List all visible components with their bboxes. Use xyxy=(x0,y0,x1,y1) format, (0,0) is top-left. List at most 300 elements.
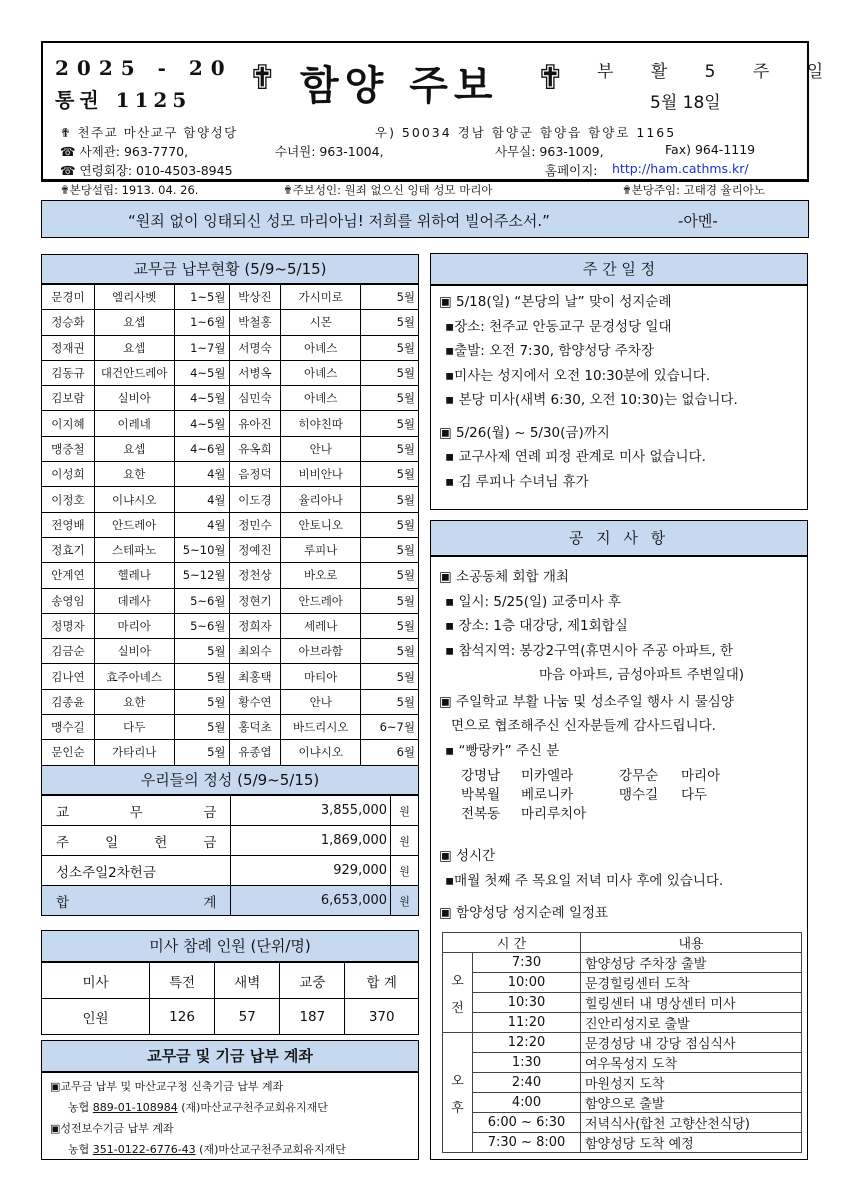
schedule-activity: 마원성지 도착 xyxy=(581,1073,802,1093)
paid-months: 5월 xyxy=(361,487,419,512)
weekly-text: 5/18(일) “본당의 날” 맞이 성지순례 xyxy=(456,294,672,310)
cross-icon: ✟ xyxy=(536,58,565,98)
dues-row xyxy=(42,386,419,411)
offering-label: 합 계 xyxy=(42,886,231,916)
pilgrimage-schedule xyxy=(442,932,802,1153)
dues-row xyxy=(42,715,419,740)
offering-amount: 3,855,000 xyxy=(231,796,391,826)
paid-months: 5월 xyxy=(174,740,229,765)
paid-months: 4월 xyxy=(174,512,229,537)
paid-months: 5월 xyxy=(361,436,419,461)
account-owner-1: (재)마산교구천주교회유지재단 xyxy=(181,1101,328,1114)
attendance-cell: 미사 xyxy=(42,963,150,999)
baptismal-name: 가시미로 xyxy=(281,285,361,310)
account-number-2[interactable]: 351-0122-6776-43 xyxy=(92,1143,196,1156)
baptismal-name: 안드레아 xyxy=(281,588,361,613)
offering-title: 우리들의 정성 (5/9~5/15) xyxy=(41,765,419,795)
baptismal-name: 요한 xyxy=(94,689,174,714)
member-name: 정승화 xyxy=(42,310,95,335)
weekly-item: ▪출발: 오전 7:30, 함양성당 주차장 xyxy=(445,343,654,359)
account-line-4 xyxy=(50,1139,418,1160)
schedule-header-row xyxy=(443,933,802,953)
donor-baptismal-name: 다두 xyxy=(681,787,708,803)
founded-text: 본당설립: 1913. 04. 26. xyxy=(69,183,199,197)
period-char: 오 xyxy=(451,973,464,989)
baptismal-name: 엘리사벳 xyxy=(94,285,174,310)
weekly-text: 교구사제 연례 피정 관계로 미사 없습니다. xyxy=(458,449,706,465)
account-line-3: ▣성전보수기금 납부 계좌 xyxy=(50,1122,174,1135)
weekly-text: 출발: 오전 7:30, 함양성당 주차장 xyxy=(454,343,654,359)
paid-months: 6~7월 xyxy=(361,715,419,740)
account-desc-1: 교무금 납부 및 마산교구청 신축기금 납부 계좌 xyxy=(60,1080,284,1093)
issue-date: 5월 18일 xyxy=(650,93,721,113)
offering-amount: 929,000 xyxy=(231,856,391,886)
member-name: 정민수 xyxy=(229,512,281,537)
baptismal-name: 효주아녜스 xyxy=(94,664,174,689)
offering-row xyxy=(42,826,419,856)
paid-months: 6월 xyxy=(361,740,419,765)
period-char: 오 xyxy=(451,1073,464,1089)
schedule-time: 11:20 xyxy=(473,1013,581,1033)
attendance-cell: 187 xyxy=(280,999,345,1035)
paid-months: 5월 xyxy=(361,411,419,436)
rectory-phone: 사제관: 963-7770, xyxy=(79,144,189,159)
schedule-activity: 문경힐링센터 도착 xyxy=(581,973,802,993)
member-name: 이성희 xyxy=(42,462,95,487)
notices-title: 공 지 사 항 xyxy=(430,520,808,556)
member-name: 이정호 xyxy=(42,487,95,512)
paid-months: 5월 xyxy=(361,462,419,487)
member-name: 전영배 xyxy=(42,512,95,537)
offering-row xyxy=(42,886,419,916)
paid-months: 4~5월 xyxy=(174,360,229,385)
weekly-text: 5/26(월) ~ 5/30(금)까지 xyxy=(456,424,610,441)
accounts-box xyxy=(41,1072,419,1160)
fax-number: Fax) 964-1119 xyxy=(665,142,756,157)
notice-item: ▣ 함양성당 성지순례 일정표 xyxy=(439,905,609,921)
time-header: 시 간 xyxy=(443,933,581,953)
attendance-header-row xyxy=(42,963,419,999)
funeral-contact: 연령회장: 010-4503-8945 xyxy=(79,163,233,178)
baptismal-name: 아녜스 xyxy=(281,386,361,411)
member-name: 정천상 xyxy=(229,563,281,588)
baptismal-name: 바오로 xyxy=(281,563,361,588)
member-name: 유종엽 xyxy=(229,740,281,765)
liturgical-week: 부 활 5 주 일 xyxy=(597,62,840,82)
notice-item: ▣ 성시간 xyxy=(439,848,496,864)
dues-row xyxy=(42,512,419,537)
offering-amount: 6,653,000 xyxy=(231,886,391,916)
paid-months: 5월 xyxy=(174,689,229,714)
dues-row xyxy=(42,411,419,436)
baptismal-name: 루피나 xyxy=(281,537,361,562)
attendance-cell: 57 xyxy=(215,999,280,1035)
phone-line: ☎ 사제관: 963-7770, xyxy=(60,144,189,159)
schedule-activity: 문경성당 내 강당 점심식사 xyxy=(581,1033,802,1053)
schedule-time: 2:40 xyxy=(473,1073,581,1093)
account-line-2 xyxy=(50,1097,418,1118)
dues-row xyxy=(42,740,419,765)
dues-row xyxy=(42,537,419,562)
schedule-activity: 여우목성지 도착 xyxy=(581,1053,802,1073)
notice-text: 주일학교 부활 나눔 및 성소주일 행사 시 물심양 xyxy=(456,693,734,710)
attendance-cell: 126 xyxy=(150,999,215,1035)
prayer-banner xyxy=(41,200,809,238)
paid-months: 5월 xyxy=(361,613,419,638)
baptismal-name: 히야친따 xyxy=(281,411,361,436)
paid-months: 5월 xyxy=(174,639,229,664)
schedule-row xyxy=(443,1073,802,1093)
account-number-1[interactable]: 889-01-108984 xyxy=(92,1101,178,1114)
dues-table xyxy=(41,284,419,766)
schedule-activity: 함양성당 주차장 출발 xyxy=(581,953,802,973)
attendance-cell: 인원 xyxy=(42,999,150,1035)
member-name: 김금순 xyxy=(42,639,95,664)
weekly-text: 장소: 천주교 안동교구 문경성당 일대 xyxy=(454,318,672,335)
dues-row xyxy=(42,360,419,385)
volume-number: 통권 1125 xyxy=(55,88,192,112)
schedule-row xyxy=(443,1093,802,1113)
baptismal-name: 가타리나 xyxy=(94,740,174,765)
paid-months: 4~6월 xyxy=(174,436,229,461)
prayer-text: “원죄 없이 잉태되신 성모 마리아님! 저희를 위하여 빌어주소서.” xyxy=(128,212,550,230)
member-name: 이지혜 xyxy=(42,411,95,436)
donor-row xyxy=(461,786,807,805)
notice-text: 소공동체 회합 개최 xyxy=(456,569,569,585)
schedule-activity: 진안리성지로 출발 xyxy=(581,1013,802,1033)
account-owner-2: (재)마산교구천주교회유지재단 xyxy=(199,1143,346,1156)
patron-saint: ✟주보성인: 원죄 없으신 잉태 성모 마리아 xyxy=(283,183,493,197)
schedule-row xyxy=(443,993,802,1013)
dues-row xyxy=(42,563,419,588)
offering-label: 주 일 헌 금 xyxy=(42,826,231,856)
member-name: 정효기 xyxy=(42,537,95,562)
member-name: 이도경 xyxy=(229,487,281,512)
member-name: 송영임 xyxy=(42,588,95,613)
member-name: 유옥희 xyxy=(229,436,281,461)
notice-text: “빵랑카” 주신 분 xyxy=(458,742,560,759)
baptismal-name: 헬레나 xyxy=(94,563,174,588)
dues-row xyxy=(42,487,419,512)
account-line-1: ▣교무금 납부 및 마산교구청 신축기금 납부 계좌 xyxy=(50,1080,284,1093)
offering-label: 교 무 금 xyxy=(42,796,231,826)
attendance-title: 미사 참례 인원 (단위/명) xyxy=(41,930,419,962)
schedule-time: 7:30 xyxy=(473,953,581,973)
member-name: 홍덕초 xyxy=(229,715,281,740)
baptismal-name: 아녜스 xyxy=(281,360,361,385)
notice-text: 일시: 5/25(일) 교중미사 후 xyxy=(458,593,622,610)
member-name: 박상진 xyxy=(229,285,281,310)
member-name: 김동규 xyxy=(42,360,95,385)
weekly-item: ▣ 5/18(일) “본당의 날” 맞이 성지순례 xyxy=(439,294,672,310)
notice-item: ▪매월 첫째 주 목요일 저녁 미사 후에 있습니다. xyxy=(445,872,724,889)
donor-baptismal-name: 마리루치아 xyxy=(521,806,587,822)
attendance-table xyxy=(41,962,419,1035)
member-name: 심민숙 xyxy=(229,386,281,411)
schedule-row xyxy=(443,973,802,993)
member-name: 문인순 xyxy=(42,740,95,765)
dues-row xyxy=(42,436,419,461)
baptismal-name: 요셉 xyxy=(94,335,174,360)
offering-label: 성소주일2차헌금 xyxy=(42,856,231,886)
offering-row xyxy=(42,796,419,826)
member-name: 맹중철 xyxy=(42,436,95,461)
paid-months: 4~5월 xyxy=(174,386,229,411)
paid-months: 5~10월 xyxy=(174,537,229,562)
schedule-row xyxy=(443,1113,802,1133)
paid-months: 5월 xyxy=(361,639,419,664)
contact-line: ☎ 연령회장: 010-4503-8945 xyxy=(60,163,233,178)
member-name: 서명숙 xyxy=(229,335,281,360)
weekly-item: ▪ 본당 미사(새벽 6:30, 오전 10:30)는 없습니다. xyxy=(445,392,738,408)
attendance-value-row xyxy=(42,999,419,1035)
paid-months: 5월 xyxy=(361,537,419,562)
paid-months: 5월 xyxy=(361,512,419,537)
paid-months: 5월 xyxy=(361,563,419,588)
paid-months: 5월 xyxy=(361,689,419,714)
donor-baptismal-name xyxy=(681,805,761,824)
donor-name: 강명남 xyxy=(461,768,501,784)
weekly-title: 주 간 일 정 xyxy=(430,253,808,285)
member-name: 안계연 xyxy=(42,563,95,588)
paid-months: 5월 xyxy=(361,588,419,613)
afternoon-label xyxy=(443,1033,473,1153)
donor-name: 맹수길 xyxy=(619,787,659,803)
paid-months: 4월 xyxy=(174,462,229,487)
weekly-item: ▪ 김 루피나 수녀님 휴가 xyxy=(445,473,589,490)
baptismal-name: 이냐시오 xyxy=(281,740,361,765)
notice-item: ▪ 장소: 1층 대강당, 제1회합실 xyxy=(445,618,628,634)
member-name: 유아진 xyxy=(229,411,281,436)
baptismal-name: 실비아 xyxy=(94,386,174,411)
member-name: 정재권 xyxy=(42,335,95,360)
postal-address: 우) 50034 경남 함양군 함양읍 함양로 1165 xyxy=(375,125,677,140)
member-name: 황수연 xyxy=(229,689,281,714)
baptismal-name: 아녜스 xyxy=(281,335,361,360)
donor-baptismal-name: 미카엘라 xyxy=(521,768,574,784)
notice-item: ▪ 일시: 5/25(일) 교중미사 후 xyxy=(445,593,622,610)
accounts-title: 교무금 및 기금 납부 계좌 xyxy=(41,1040,419,1072)
notice-item: 면으로 협조해주신 신자분들께 감사드립니다. xyxy=(451,718,716,734)
schedule-row xyxy=(443,1133,802,1153)
schedule-row xyxy=(443,1053,802,1073)
baptismal-name: 이냐시오 xyxy=(94,487,174,512)
currency-unit: 원 xyxy=(391,826,419,856)
amen-text: -아멘- xyxy=(678,212,718,230)
homepage-label: 홈페이지: xyxy=(545,163,598,178)
dues-row xyxy=(42,664,419,689)
patron-text: 주보성인: 원죄 없으신 잉태 성모 마리아 xyxy=(292,183,493,197)
schedule-row xyxy=(443,1033,802,1053)
paid-months: 5월 xyxy=(361,664,419,689)
baptismal-name: 아브라함 xyxy=(281,639,361,664)
baptismal-name: 대건안드레아 xyxy=(94,360,174,385)
attendance-cell: 370 xyxy=(345,999,419,1035)
notice-text: 장소: 1층 대강당, 제1회합실 xyxy=(458,618,628,634)
baptismal-name: 마리아 xyxy=(94,613,174,638)
weekly-text: 미사는 성지에서 오전 10:30분에 있습니다. xyxy=(454,367,711,384)
attendance-cell: 특전 xyxy=(150,963,215,999)
dues-row xyxy=(42,285,419,310)
baptismal-name: 마티아 xyxy=(281,664,361,689)
schedule-time: 4:00 xyxy=(473,1093,581,1113)
schedule-time: 6:00 ~ 6:30 xyxy=(473,1113,581,1133)
schedule-row xyxy=(443,953,802,973)
schedule-time: 10:00 xyxy=(473,973,581,993)
paid-months: 4~5월 xyxy=(174,411,229,436)
office-phone: 사무실: 963-1009, xyxy=(495,144,604,159)
morning-label xyxy=(443,953,473,1033)
period-char: 후 xyxy=(451,1100,464,1116)
baptismal-name: 안드레아 xyxy=(94,512,174,537)
parish-line: ✟ 천주교 마산교구 함양성당 xyxy=(60,125,238,140)
schedule-time: 10:30 xyxy=(473,993,581,1013)
schedule-activity: 함양성당 도착 예정 xyxy=(581,1133,802,1153)
baptismal-name: 실비아 xyxy=(94,639,174,664)
member-name: 최홍택 xyxy=(229,664,281,689)
donor-baptismal-name: 마리아 xyxy=(681,768,721,784)
schedule-time: 12:20 xyxy=(473,1033,581,1053)
notice-item: ▣ 소공동체 회합 개최 xyxy=(439,569,569,585)
notice-text: 함양성당 성지순례 일정표 xyxy=(456,905,609,921)
paid-months: 5~6월 xyxy=(174,588,229,613)
baptismal-name: 데레사 xyxy=(94,588,174,613)
dues-row xyxy=(42,310,419,335)
paid-months: 5월 xyxy=(361,335,419,360)
member-name: 정예진 xyxy=(229,537,281,562)
dues-row xyxy=(42,639,419,664)
currency-unit: 원 xyxy=(391,796,419,826)
baptismal-name: 이레네 xyxy=(94,411,174,436)
baptismal-name: 다두 xyxy=(94,715,174,740)
paid-months: 5월 xyxy=(361,360,419,385)
schedule-activity: 저녁식사(합천 고향산천식당) xyxy=(581,1113,802,1133)
donor-name: 강무순 xyxy=(619,768,659,784)
donor-name: 박복월 xyxy=(461,787,501,803)
baptismal-name: 바드리시오 xyxy=(281,715,361,740)
paid-months: 5~6월 xyxy=(174,613,229,638)
notice-item: ▪ “빵랑카” 주신 분 xyxy=(445,742,560,759)
member-name: 김나연 xyxy=(42,664,95,689)
paid-months: 1~6월 xyxy=(174,310,229,335)
account-desc-2: 성전보수기금 납부 계좌 xyxy=(60,1122,174,1135)
baptismal-name: 요셉 xyxy=(94,310,174,335)
baptismal-name: 세레나 xyxy=(281,613,361,638)
baptismal-name: 요한 xyxy=(94,462,174,487)
paid-months: 1~7월 xyxy=(174,335,229,360)
dues-row xyxy=(42,335,419,360)
schedule-time: 7:30 ~ 8:00 xyxy=(473,1133,581,1153)
schedule-activity: 함양으로 출발 xyxy=(581,1093,802,1113)
baptismal-name: 율리아나 xyxy=(281,487,361,512)
notice-item: ▪ 참석지역: 봉강2구역(휴면시아 주공 아파트, 한 xyxy=(445,642,734,659)
currency-unit: 원 xyxy=(391,856,419,886)
weekly-text: 본당 미사(새벽 6:30, 오전 10:30)는 없습니다. xyxy=(458,392,738,408)
weekly-box xyxy=(430,285,808,510)
attendance-cell: 합 계 xyxy=(345,963,419,999)
notice-text: 성시간 xyxy=(456,848,496,864)
content-header: 내용 xyxy=(581,933,802,953)
member-name: 문경미 xyxy=(42,285,95,310)
baptismal-name: 안토니오 xyxy=(281,512,361,537)
weekly-item: ▪ 교구사제 연례 피정 관계로 미사 없습니다. xyxy=(445,449,706,465)
paid-months: 5월 xyxy=(174,715,229,740)
donor-list xyxy=(439,767,807,824)
member-name: 박철홍 xyxy=(229,310,281,335)
baptismal-name: 비비안나 xyxy=(281,462,361,487)
member-name: 최외수 xyxy=(229,639,281,664)
bulletin-title: 함양 주보 xyxy=(300,63,499,109)
parish-name: 천주교 마산교구 함양성당 xyxy=(77,125,238,140)
dues-row xyxy=(42,462,419,487)
pastor-name: ✟본당주임: 고태경 율리아노 xyxy=(622,183,766,197)
schedule-row xyxy=(443,1013,802,1033)
donor-name: 전복동 xyxy=(461,806,501,822)
paid-months: 4월 xyxy=(174,487,229,512)
donor-name xyxy=(619,805,681,824)
donor-baptismal-name: 베로니카 xyxy=(521,787,574,803)
period-char: 전 xyxy=(451,1000,464,1016)
convent-phone: 수녀원: 963-1004, xyxy=(275,144,384,159)
member-name: 김종윤 xyxy=(42,689,95,714)
member-name: 음정덕 xyxy=(229,462,281,487)
offering-row xyxy=(42,856,419,886)
member-name: 서병옥 xyxy=(229,360,281,385)
attendance-cell: 새벽 xyxy=(215,963,280,999)
donor-row xyxy=(461,767,807,786)
schedule-time: 1:30 xyxy=(473,1053,581,1073)
cross-icon: ✟ xyxy=(248,58,277,98)
weekly-text: 김 루피나 수녀님 휴가 xyxy=(458,473,589,490)
weekly-item: ▪장소: 천주교 안동교구 문경성당 일대 xyxy=(445,318,672,335)
member-name: 정명자 xyxy=(42,613,95,638)
member-name: 김보람 xyxy=(42,386,95,411)
notice-item: 마음 아파트, 금성아파트 주변일대) xyxy=(539,667,745,683)
member-name: 정현기 xyxy=(229,588,281,613)
member-name: 맹수길 xyxy=(42,715,95,740)
dues-row xyxy=(42,613,419,638)
baptismal-name: 요셉 xyxy=(94,436,174,461)
paid-months: 5월 xyxy=(361,386,419,411)
dues-row xyxy=(42,689,419,714)
dues-row xyxy=(42,588,419,613)
paid-months: 1~5월 xyxy=(174,285,229,310)
member-name: 정희자 xyxy=(229,613,281,638)
schedule-activity: 힐링센터 내 명상센터 미사 xyxy=(581,993,802,1013)
notice-item: ▣ 주일학교 부활 나눔 및 성소주일 행사 시 물심양 xyxy=(439,693,734,710)
homepage-link[interactable]: http://ham.cathms.kr/ xyxy=(612,161,749,176)
paid-months: 5월 xyxy=(361,310,419,335)
baptismal-name: 스테파노 xyxy=(94,537,174,562)
bank-name: 농협 xyxy=(68,1143,90,1156)
issue-number: 2025 - 20 xyxy=(55,56,233,80)
weekly-item: ▣ 5/26(월) ~ 5/30(금)까지 xyxy=(439,424,610,441)
baptismal-name: 안나 xyxy=(281,436,361,461)
notice-text: 매월 첫째 주 목요일 저녁 미사 후에 있습니다. xyxy=(454,872,724,889)
bank-name: 농협 xyxy=(68,1101,90,1114)
weekly-item: ▪미사는 성지에서 오전 10:30분에 있습니다. xyxy=(445,367,711,384)
notice-text: 참석지역: 봉강2구역(휴면시아 주공 아파트, 한 xyxy=(458,642,734,659)
attendance-cell: 교중 xyxy=(280,963,345,999)
pastor-text: 본당주임: 고태경 율리아노 xyxy=(631,183,766,197)
paid-months: 5월 xyxy=(174,664,229,689)
baptismal-name: 시몬 xyxy=(281,310,361,335)
offering-amount: 1,869,000 xyxy=(231,826,391,856)
dues-title: 교무금 납부현황 (5/9~5/15) xyxy=(41,254,419,284)
donor-row xyxy=(461,805,807,824)
baptismal-name: 안나 xyxy=(281,689,361,714)
offering-table xyxy=(41,795,419,916)
